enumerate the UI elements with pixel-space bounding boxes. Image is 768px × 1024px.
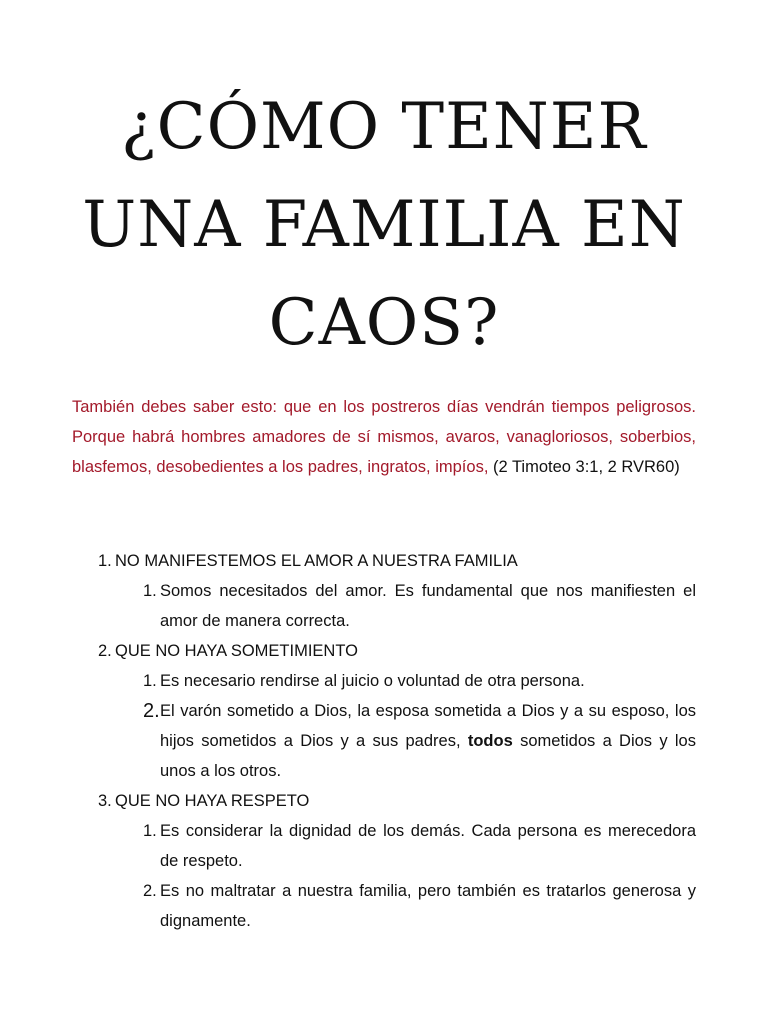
outline-subpoint (72, 816, 696, 876)
verse-reference: (2 Timoteo 3:1, 2 RVR60) (488, 458, 680, 476)
subpoint-text: Somos necesitados del amor. Es fundamental que nos manifiesten el amor de manera correcta. (160, 582, 696, 630)
verse-text: También debes saber esto: que en los postreros días vendrán tiempos peligrosos. Porque habrá hombres amadores de sí mismos, avaros, vanagloriosos, soberbios, blasfemos, desobedientes a los padres, ingratos, impíos, (72, 398, 696, 476)
subpoint-text: Es necesario rendirse al juicio o voluntad de otra persona. (160, 672, 585, 690)
sermon-outline (72, 546, 696, 936)
subpoint-number: 2. (143, 700, 160, 722)
outline-subpoint (72, 876, 696, 936)
outline-item-heading: QUE NO HAYA SOMETIMIENTO (115, 642, 358, 660)
outline-subpoint (72, 696, 696, 786)
title-line-2: UNA FAMILIA EN (82, 188, 686, 262)
subpoint-text (160, 702, 696, 780)
outline-item-number: 3. (98, 792, 112, 810)
outline-subpoint (72, 666, 696, 696)
subpoint-number: 1. (143, 582, 157, 600)
subpoint-text: Es no maltratar a nuestra familia, pero también es tratarlos generosa y dignamente. (160, 882, 696, 930)
subpoint-emphasis: todos (467, 732, 513, 750)
title-line-3: CAOS? (268, 286, 500, 360)
outline-item-heading: QUE NO HAYA RESPETO (115, 792, 310, 810)
subpoint-text-part: El varón sometido a Dios, la esposa sometida a Dios y a su esposo, los hijos sometidos a Dios y a sus padres, (160, 702, 696, 750)
outline-item (72, 786, 696, 816)
outline-item-number: 2. (98, 642, 112, 660)
outline-subpoint (72, 576, 696, 636)
subpoint-number: 2. (143, 882, 157, 900)
subpoint-text: Es considerar la dignidad de los demás. Cada persona es merecedora de respeto. (160, 822, 696, 870)
bible-verse (72, 392, 696, 482)
subpoint-text-part: sometidos a Dios y los unos a los otros. (160, 732, 696, 780)
title-line-1: ¿CÓMO TENER (121, 90, 647, 164)
subpoint-number: 1. (143, 672, 157, 690)
outline-item-heading: NO MANIFESTEMOS EL AMOR A NUESTRA FAMILIA (115, 552, 518, 570)
subpoint-number: 1. (143, 822, 157, 840)
outline-item (72, 636, 696, 666)
outline-item-number: 1. (98, 552, 112, 570)
outline-item (72, 546, 696, 576)
page-title (40, 78, 728, 372)
